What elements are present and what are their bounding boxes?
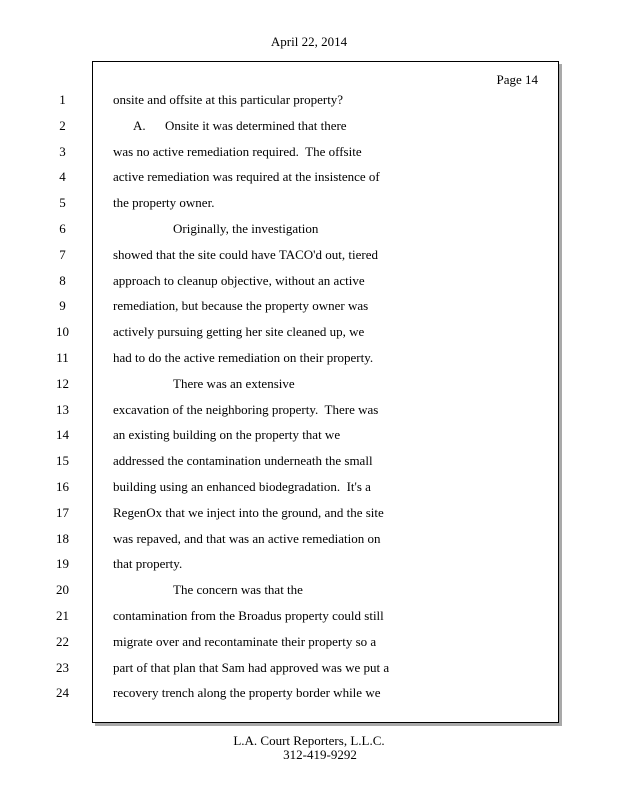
line-number: 8 bbox=[59, 272, 66, 288]
transcript-line: addressed the contamination underneath the small bbox=[113, 453, 373, 469]
line-number: 12 bbox=[56, 375, 69, 391]
line-number: 9 bbox=[59, 298, 66, 314]
answer-text: Onsite it was determined that there bbox=[165, 117, 347, 133]
transcript-line: remediation, but because the property owner was bbox=[113, 298, 369, 314]
line-number: 22 bbox=[56, 633, 69, 649]
line-number: 15 bbox=[56, 453, 69, 469]
line-number: 7 bbox=[59, 246, 66, 262]
footer-company: L.A. Court Reporters, L.L.C. bbox=[233, 733, 385, 748]
transcript-line: There was an extensive bbox=[173, 375, 295, 391]
line-number-column bbox=[40, 92, 85, 711]
transcript-line: The concern was that the bbox=[173, 582, 303, 598]
transcript-line: recovery trench along the property border while we bbox=[113, 685, 381, 701]
line-number: 24 bbox=[56, 685, 69, 701]
line-number: 17 bbox=[56, 504, 69, 520]
transcript-line: was no active remediation required. The offsite bbox=[113, 143, 362, 159]
line-number: 10 bbox=[56, 324, 69, 340]
transcript-line: approach to cleanup objective, without an active bbox=[113, 272, 365, 288]
transcript-line: contamination from the Broadus property could still bbox=[113, 607, 384, 623]
transcript-line: RegenOx that we inject into the ground, and the site bbox=[113, 504, 384, 520]
transcript-text bbox=[113, 92, 543, 711]
line-number: 23 bbox=[56, 659, 69, 675]
transcript-line: migrate over and recontaminate their property so a bbox=[113, 633, 377, 649]
line-number: 14 bbox=[56, 427, 69, 443]
line-number: 13 bbox=[56, 401, 69, 417]
transcript-line: active remediation was required at the insistence of bbox=[113, 169, 380, 185]
footer-phone: 312-419-9292 bbox=[283, 747, 357, 762]
transcript-line: that property. bbox=[113, 556, 183, 572]
header-date: April 22, 2014 bbox=[270, 34, 348, 49]
transcript-line: was repaved, and that was an active remediation on bbox=[113, 530, 381, 546]
transcript-line: the property owner. bbox=[113, 195, 215, 211]
line-number: 20 bbox=[56, 582, 69, 598]
transcript-line: building using an enhanced biodegradation. It's a bbox=[113, 478, 371, 494]
transcript-line: excavation of the neighboring property. There was bbox=[113, 401, 379, 417]
transcript-line: an existing building on the property that we bbox=[113, 427, 341, 443]
transcript-line: Originally, the investigation bbox=[173, 220, 319, 236]
transcript-line: onsite and offsite at this particular property? bbox=[113, 92, 344, 107]
transcript-line: showed that the site could have TACO'd out, tiered bbox=[113, 246, 378, 262]
transcript-line: part of that plan that Sam had approved was we put a bbox=[113, 659, 390, 675]
answer-marker: A. bbox=[133, 117, 146, 133]
line-number: 6 bbox=[59, 220, 66, 236]
line-number: 2 bbox=[59, 117, 66, 133]
line-number: 21 bbox=[56, 607, 69, 623]
transcript-line: actively pursuing getting her site cleaned up, we bbox=[113, 324, 365, 340]
line-number: 19 bbox=[56, 556, 69, 572]
transcript-line bbox=[113, 118, 543, 144]
page-number: Page 14 bbox=[496, 72, 538, 87]
line-number: 3 bbox=[59, 143, 66, 159]
line-number: 5 bbox=[59, 195, 66, 211]
line-number: 11 bbox=[56, 349, 69, 365]
transcript-line: had to do the active remediation on their property. bbox=[113, 349, 374, 365]
line-number: 1 bbox=[59, 92, 66, 107]
footer bbox=[0, 734, 618, 762]
line-number: 18 bbox=[56, 530, 69, 546]
line-number: 4 bbox=[59, 169, 66, 185]
line-number: 16 bbox=[56, 478, 69, 494]
